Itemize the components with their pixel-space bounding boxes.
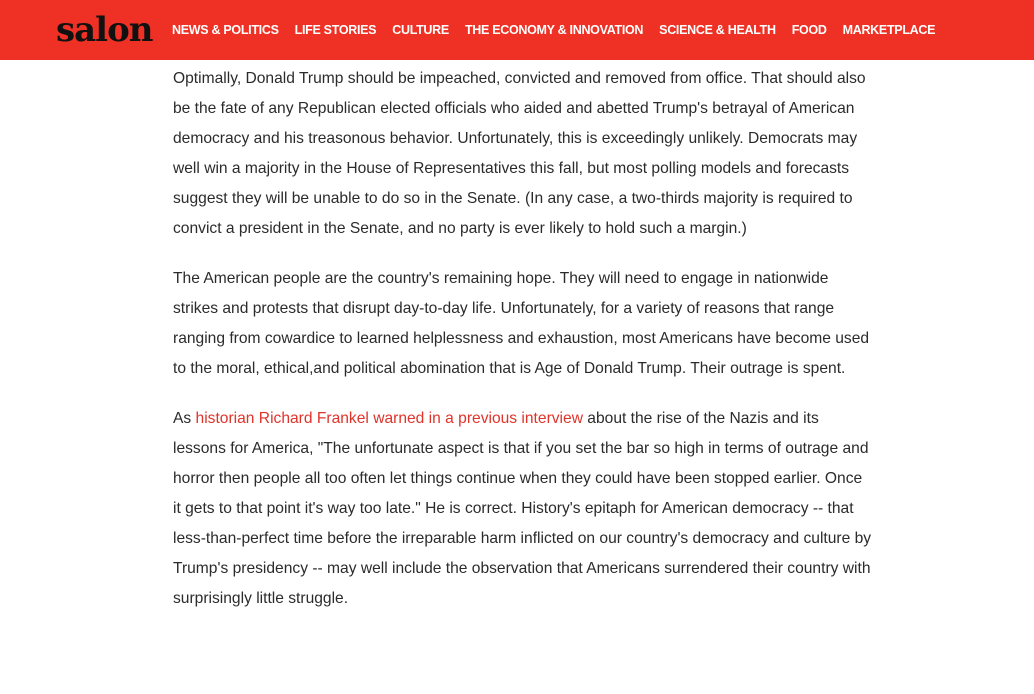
paragraph-3: [173, 404, 873, 614]
nav-science-health[interactable]: SCIENCE & HEALTH: [659, 23, 776, 37]
paragraph-1: Optimally, Donald Trump should be impeached, convicted and removed from office. That should also be the fate of any Republican elected officials who aided and abetted Trump's betrayal of American democracy and his treasonous behavior. Unfortunately, this is exceedingly unlikely. Democrats may well win a majority in the House of Representatives this fall, but most polling models and forecasts suggest they will be unable to do so in the Senate. (In any case, a two-thirds majority is required to convict a president in the Senate, and no party is ever likely to hold such a margin.): [173, 70, 866, 237]
nav-marketplace[interactable]: MARKETPLACE: [842, 23, 936, 37]
nav-economy-innovation[interactable]: THE ECONOMY & INNOVATION: [464, 23, 644, 37]
salon-logo[interactable]: salon: [56, 10, 153, 50]
nav-news-politics[interactable]: NEWS & POLITICS: [172, 23, 279, 37]
site-header: [0, 0, 1034, 60]
nav-life-stories[interactable]: LIFE STORIES: [294, 23, 377, 37]
paragraph-3-rest: about the rise of the Nazis and its lessons for America, "The unfortunate aspect is that if you set the bar so high in terms of outrage and horror then people all too often let things continue when they could have been stopped earlier. Once it gets to that point it's way too late." He is correct. History's epitaph for American democracy -- that less-than-perfect time before the irreparable harm inflicted on our country's democracy and culture by Trump's presidency -- may well include the observation that Americans surrendered their country with surprisingly little struggle.: [173, 410, 872, 607]
article-body: [173, 64, 873, 634]
paragraph-2: The American people are the country's remaining hope. They will need to engage in nationwide strikes and protests that disrupt day-to-day life. Unfortunately, for a variety of reasons that range ranging from cowardice to learned helplessness and exhaustion, most Americans have become used to the moral, ethical,and political abomination that is Age of Donald Trump. Their outrage is spent.: [173, 270, 870, 377]
nav-culture[interactable]: CULTURE: [392, 23, 449, 37]
frankel-interview-link[interactable]: historian Richard Frankel warned in a previous interview: [195, 410, 583, 427]
main-nav: [172, 0, 951, 60]
nav-food[interactable]: FOOD: [791, 23, 827, 37]
paragraph-3-lead: As: [173, 410, 196, 427]
